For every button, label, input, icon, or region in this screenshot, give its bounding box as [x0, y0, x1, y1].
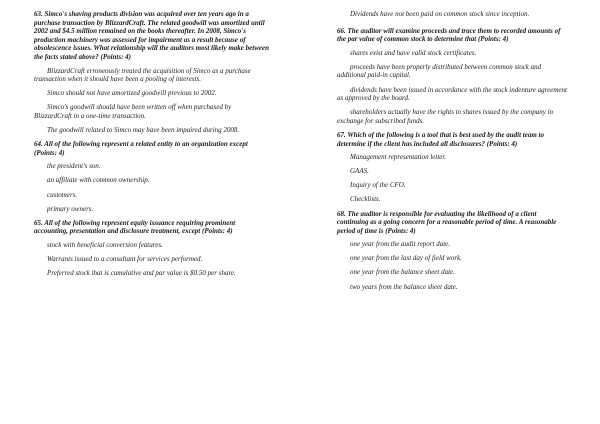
q67-option-a: Management representation letter. [350, 153, 447, 162]
question-68: 68. The auditor is responsible for evaluating the likelihood of a client continuing as a going concern for a reasonable period of time. A reasonable period of time is (Points: 4) [337, 209, 557, 235]
q65-option-b: Warrants issued to a consultant for services performed. [47, 254, 203, 263]
q68-option-b: one year from the last day of field work. [350, 254, 462, 263]
q67-option-d: Checklists. [350, 195, 381, 204]
question-64: 64. All of the following represent a related entity to an organization except (Points: 4) [34, 140, 248, 157]
right-column [337, 10, 569, 297]
q63-option-b: Simco should not have amortized goodwill previous to 2002. [47, 89, 217, 98]
q66-option-c: dividends have been issued in accordance with the stock indenture agreement as approved by the board. [337, 85, 567, 103]
q65-option-c: Preferred stock that is cumulative and par value is $0.50 per share. [47, 269, 236, 278]
q64-option-d: primary owners. [47, 204, 94, 213]
q63-option-c: Simco's goodwill should have been written off when purchased by BlizzardCraft in a one-time transaction. [34, 103, 232, 120]
q66-option-a: shares exist and have valid stock certificates. [350, 48, 477, 57]
q67-option-b: GAAS. [350, 167, 369, 176]
q67-option-c: Inquiry of the CFO. [350, 181, 406, 190]
q66-option-d: shareholders actually have the rights to shares issued by the company in exchange for subscribed funds. [337, 108, 554, 125]
q68-option-d: two years from the balance sheet date. [350, 282, 458, 291]
q65-option-d-carryover: Dividends have not been paid on common stock since inception. [350, 10, 530, 18]
q66-option-b: proceeds have been properly distributed between common stock and additional paid-in capital. [337, 62, 542, 80]
q68-option-c: one year from the balance sheet date. [350, 268, 455, 277]
q64-option-b: an affiliate with common ownership. [47, 176, 150, 185]
q64-option-c: customers. [47, 190, 78, 199]
question-65: 65. All of the following represent equity issuance requiring prominent accounting, presentation and disclosure treatment, except (Points: 4) [34, 218, 236, 236]
q63-option-d: The goodwill related to Simco may have been impaired during 2008. [47, 126, 240, 135]
question-67: 67. Which of the following is a tool that is best used by the audit team to determine if the client has included all disclosures? (Points: 4) [337, 130, 544, 148]
q68-option-a: one year from the audit report date. [350, 240, 450, 249]
left-column [34, 10, 270, 283]
q63-option-a: BlizzardCraft erroneously treated the acquisition of Simco as a purchase transaction when it should have been a pooling of interests. [34, 66, 251, 84]
question-63: 63. Simco's shaving products division was acquired over ten years ago in a purchase transaction by BlizzardCraft. The related goodwill was amortized until 2002 and $4.5 million remained on the books thereafter. In 2008, Simco's production machinery was assessed for impairment as a result because of obsolescence issues. What relationship will the auditors most likely make between the facts stated above? (Points: 4) [34, 10, 269, 61]
question-66: 66. The auditor will examine proceeds and trace them to recorded amounts of the par value of common stock to determine that (Points: 4) [337, 26, 561, 44]
q64-option-a: the president's son. [47, 162, 101, 171]
q65-option-a: stock with beneficial conversion features. [47, 240, 163, 249]
